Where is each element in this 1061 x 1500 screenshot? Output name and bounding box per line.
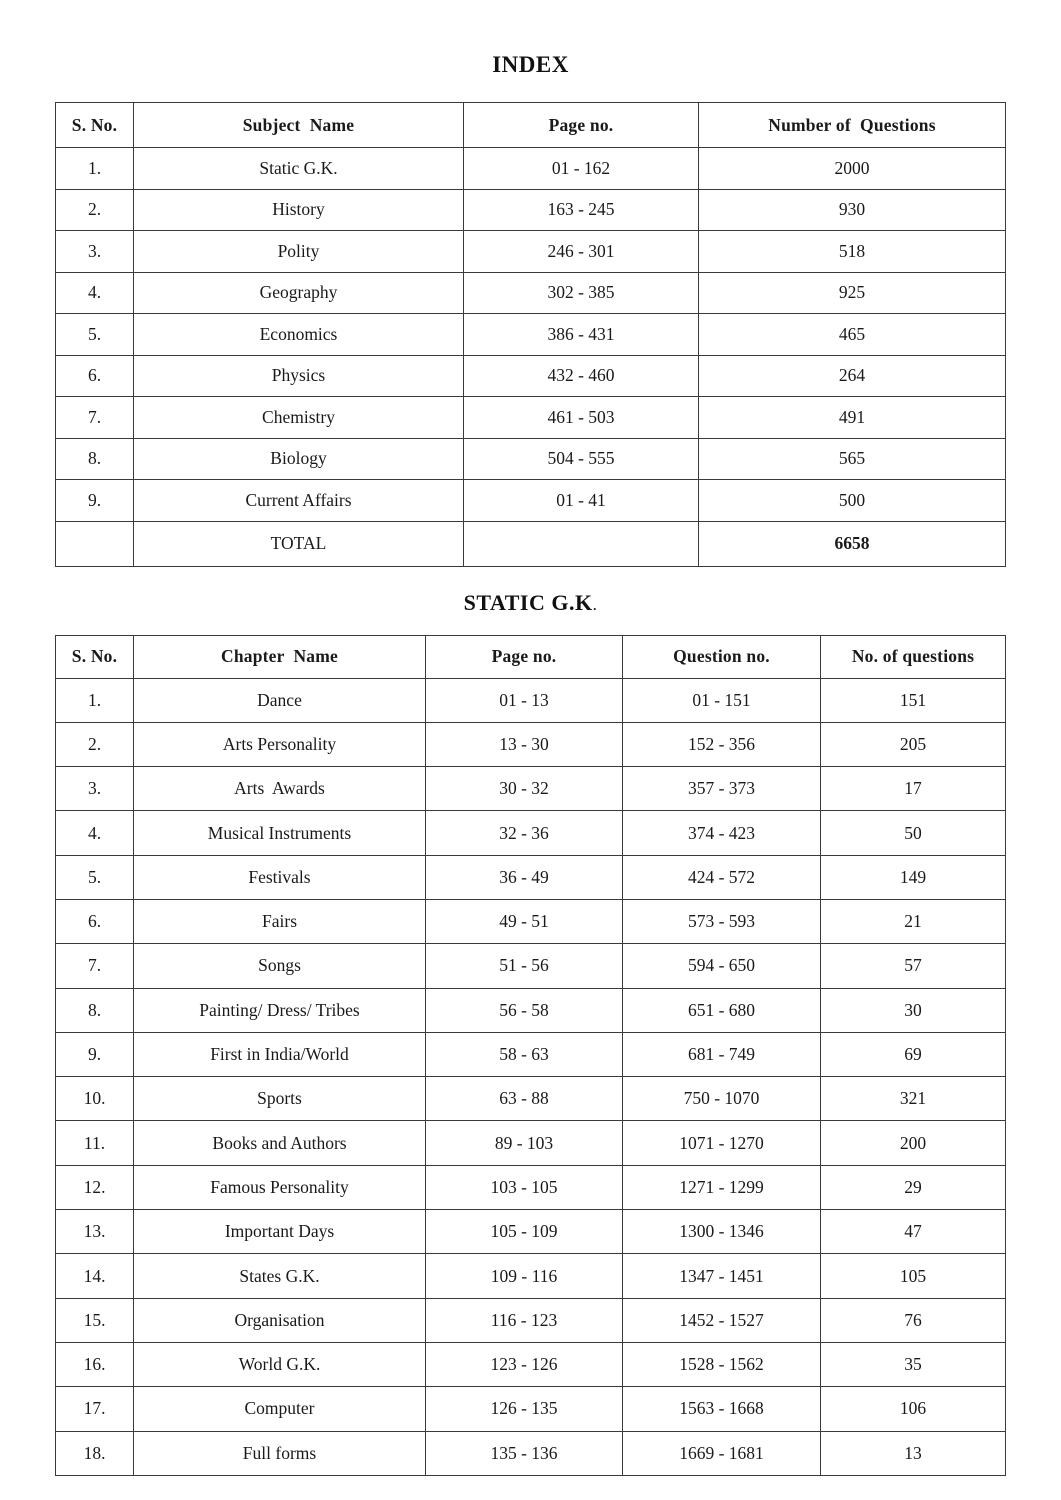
table-row — [56, 811, 1006, 855]
cell-pages — [464, 521, 699, 566]
cell-subject: Physics — [134, 355, 464, 397]
cell-question-no: 357 - 373 — [623, 767, 821, 811]
cell-chapter: Arts Personality — [134, 722, 426, 766]
cell-sno: 4. — [56, 811, 134, 855]
cell-chapter: Arts Awards — [134, 767, 426, 811]
cell-pages: 01 - 13 — [426, 678, 623, 722]
cell-chapter: Sports — [134, 1077, 426, 1121]
cell-subject: Current Affairs — [134, 480, 464, 522]
table-header-row — [56, 103, 1006, 148]
cell-question-no: 01 - 151 — [623, 678, 821, 722]
cell-count: 57 — [821, 944, 1006, 988]
cell-sno: 3. — [56, 767, 134, 811]
cell-question-no: 152 - 356 — [623, 722, 821, 766]
table-row — [56, 1342, 1006, 1386]
table-header-row — [56, 635, 1006, 678]
cell-pages: 246 - 301 — [464, 231, 699, 273]
column-header-subject: Subject Name — [134, 103, 464, 148]
cell-pages: 63 - 88 — [426, 1077, 623, 1121]
cell-chapter: Full forms — [134, 1431, 426, 1475]
cell-chapter: World G.K. — [134, 1342, 426, 1386]
cell-total-label: TOTAL — [134, 521, 464, 566]
cell-sno: 11. — [56, 1121, 134, 1165]
cell-pages: 49 - 51 — [426, 899, 623, 943]
cell-chapter: Important Days — [134, 1210, 426, 1254]
cell-questions: 930 — [699, 189, 1006, 231]
cell-questions: 518 — [699, 231, 1006, 273]
cell-questions: 925 — [699, 272, 1006, 314]
cell-pages: 302 - 385 — [464, 272, 699, 314]
cell-question-no: 573 - 593 — [623, 899, 821, 943]
cell-pages: 13 - 30 — [426, 722, 623, 766]
cell-count: 29 — [821, 1165, 1006, 1209]
table-row — [56, 438, 1006, 480]
cell-chapter: Books and Authors — [134, 1121, 426, 1165]
cell-chapter: Dance — [134, 678, 426, 722]
cell-count: 200 — [821, 1121, 1006, 1165]
page-title-index: INDEX — [492, 52, 569, 77]
cell-subject: Static G.K. — [134, 148, 464, 190]
table-row — [56, 314, 1006, 356]
cell-questions: 500 — [699, 480, 1006, 522]
table-row — [56, 899, 1006, 943]
cell-pages: 116 - 123 — [426, 1298, 623, 1342]
cell-question-no: 681 - 749 — [623, 1032, 821, 1076]
table-row — [56, 1032, 1006, 1076]
cell-pages: 51 - 56 — [426, 944, 623, 988]
cell-pages: 126 - 135 — [426, 1387, 623, 1431]
cell-sno: 2. — [56, 722, 134, 766]
cell-subject: Chemistry — [134, 397, 464, 439]
table-row — [56, 988, 1006, 1032]
cell-chapter: States G.K. — [134, 1254, 426, 1298]
cell-question-no: 750 - 1070 — [623, 1077, 821, 1121]
cell-sno: 16. — [56, 1342, 134, 1386]
cell-sno: 9. — [56, 1032, 134, 1076]
cell-sno: 2. — [56, 189, 134, 231]
cell-questions: 2000 — [699, 148, 1006, 190]
cell-questions: 565 — [699, 438, 1006, 480]
cell-sno: 12. — [56, 1165, 134, 1209]
cell-sno: 8. — [56, 438, 134, 480]
table-row — [56, 355, 1006, 397]
cell-count: 50 — [821, 811, 1006, 855]
table-row — [56, 1077, 1006, 1121]
index-table — [55, 102, 1006, 567]
cell-chapter: Famous Personality — [134, 1165, 426, 1209]
table-row — [56, 767, 1006, 811]
cell-question-no: 1271 - 1299 — [623, 1165, 821, 1209]
cell-sno: 14. — [56, 1254, 134, 1298]
cell-question-no: 1452 - 1527 — [623, 1298, 821, 1342]
cell-sno: 7. — [56, 397, 134, 439]
cell-subject: Polity — [134, 231, 464, 273]
column-header-questions: Number of Questions — [699, 103, 1006, 148]
cell-question-no: 1347 - 1451 — [623, 1254, 821, 1298]
cell-questions: 465 — [699, 314, 1006, 356]
cell-question-no: 651 - 680 — [623, 988, 821, 1032]
cell-chapter: Fairs — [134, 899, 426, 943]
cell-count: 149 — [821, 855, 1006, 899]
cell-count: 47 — [821, 1210, 1006, 1254]
cell-sno: 13. — [56, 1210, 134, 1254]
table-total-row — [56, 521, 1006, 566]
cell-count: 205 — [821, 722, 1006, 766]
cell-sno: 3. — [56, 231, 134, 273]
cell-questions: 264 — [699, 355, 1006, 397]
cell-sno — [56, 521, 134, 566]
cell-chapter: Organisation — [134, 1298, 426, 1342]
cell-question-no: 1563 - 1668 — [623, 1387, 821, 1431]
cell-questions: 491 — [699, 397, 1006, 439]
cell-chapter: Songs — [134, 944, 426, 988]
cell-sno: 5. — [56, 855, 134, 899]
table-row — [56, 944, 1006, 988]
cell-question-no: 1300 - 1346 — [623, 1210, 821, 1254]
table-row — [56, 1431, 1006, 1475]
cell-sno: 1. — [56, 148, 134, 190]
cell-count: 21 — [821, 899, 1006, 943]
table-row — [56, 678, 1006, 722]
cell-sno: 15. — [56, 1298, 134, 1342]
cell-pages: 123 - 126 — [426, 1342, 623, 1386]
table-row — [56, 855, 1006, 899]
table-row — [56, 231, 1006, 273]
cell-question-no: 1528 - 1562 — [623, 1342, 821, 1386]
cell-count: 106 — [821, 1387, 1006, 1431]
cell-sno: 5. — [56, 314, 134, 356]
cell-sno: 4. — [56, 272, 134, 314]
cell-sno: 8. — [56, 988, 134, 1032]
cell-pages: 504 - 555 — [464, 438, 699, 480]
cell-total-questions: 6658 — [699, 521, 1006, 566]
static-gk-title-suffix: . — [592, 594, 598, 614]
cell-pages: 432 - 460 — [464, 355, 699, 397]
cell-pages: 163 - 245 — [464, 189, 699, 231]
cell-question-no: 594 - 650 — [623, 944, 821, 988]
cell-question-no: 424 - 572 — [623, 855, 821, 899]
cell-pages: 89 - 103 — [426, 1121, 623, 1165]
cell-chapter: Computer — [134, 1387, 426, 1431]
table-row — [56, 1387, 1006, 1431]
cell-count: 321 — [821, 1077, 1006, 1121]
column-header-chapter: Chapter Name — [134, 635, 426, 678]
cell-pages: 01 - 41 — [464, 480, 699, 522]
table-row — [56, 148, 1006, 190]
cell-pages: 386 - 431 — [464, 314, 699, 356]
cell-count: 17 — [821, 767, 1006, 811]
table-row — [56, 272, 1006, 314]
static-gk-table — [55, 635, 1006, 1476]
cell-count: 151 — [821, 678, 1006, 722]
cell-pages: 01 - 162 — [464, 148, 699, 190]
static-gk-title-text: STATIC G.K — [463, 589, 593, 615]
cell-count: 76 — [821, 1298, 1006, 1342]
column-header-sno: S. No. — [56, 103, 134, 148]
cell-sno: 18. — [56, 1431, 134, 1475]
cell-sno: 1. — [56, 678, 134, 722]
table-row — [56, 1254, 1006, 1298]
cell-count: 30 — [821, 988, 1006, 1032]
cell-pages: 135 - 136 — [426, 1431, 623, 1475]
table-row — [56, 1121, 1006, 1165]
column-header-page-no: Page no. — [426, 635, 623, 678]
cell-pages: 58 - 63 — [426, 1032, 623, 1076]
column-header-count: No. of questions — [821, 635, 1006, 678]
table-row — [56, 1210, 1006, 1254]
cell-chapter: Festivals — [134, 855, 426, 899]
cell-pages: 461 - 503 — [464, 397, 699, 439]
cell-subject: History — [134, 189, 464, 231]
cell-chapter: Musical Instruments — [134, 811, 426, 855]
cell-subject: Geography — [134, 272, 464, 314]
table-row — [56, 1165, 1006, 1209]
cell-subject: Biology — [134, 438, 464, 480]
cell-sno: 9. — [56, 480, 134, 522]
table-row — [56, 189, 1006, 231]
cell-chapter: Painting/ Dress/ Tribes — [134, 988, 426, 1032]
cell-pages: 103 - 105 — [426, 1165, 623, 1209]
table-row — [56, 722, 1006, 766]
cell-sno: 7. — [56, 944, 134, 988]
column-header-sno: S. No. — [56, 635, 134, 678]
cell-sno: 6. — [56, 355, 134, 397]
cell-pages: 56 - 58 — [426, 988, 623, 1032]
column-header-question-no: Question no. — [623, 635, 821, 678]
cell-pages: 30 - 32 — [426, 767, 623, 811]
cell-pages: 32 - 36 — [426, 811, 623, 855]
cell-count: 13 — [821, 1431, 1006, 1475]
cell-sno: 10. — [56, 1077, 134, 1121]
cell-sno: 17. — [56, 1387, 134, 1431]
table-row — [56, 480, 1006, 522]
table-row — [56, 397, 1006, 439]
cell-count: 35 — [821, 1342, 1006, 1386]
cell-question-no: 374 - 423 — [623, 811, 821, 855]
cell-chapter: First in India/World — [134, 1032, 426, 1076]
page-title-static-gk — [0, 567, 1061, 616]
table-row — [56, 1298, 1006, 1342]
cell-question-no: 1669 - 1681 — [623, 1431, 821, 1475]
cell-sno: 6. — [56, 899, 134, 943]
cell-pages: 36 - 49 — [426, 855, 623, 899]
cell-count: 105 — [821, 1254, 1006, 1298]
cell-count: 69 — [821, 1032, 1006, 1076]
cell-pages: 109 - 116 — [426, 1254, 623, 1298]
cell-subject: Economics — [134, 314, 464, 356]
cell-question-no: 1071 - 1270 — [623, 1121, 821, 1165]
cell-pages: 105 - 109 — [426, 1210, 623, 1254]
column-header-page-no: Page no. — [464, 103, 699, 148]
